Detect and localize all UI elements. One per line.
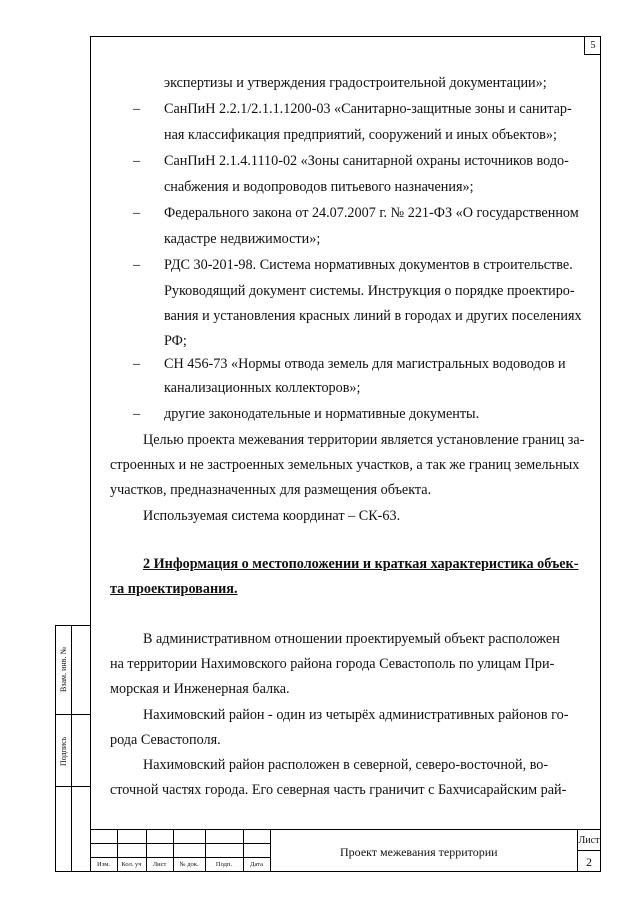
sheet-label: Лист [578,835,600,846]
list-dash: – [133,356,141,372]
text-line: Федерального закона от 24.07.2007 г. № 221-ФЗ «О государственном [164,205,579,221]
text-line: СанПиН 2.2.1/2.1.1.1200-03 «Санитарно-защитные зоны и санитар- [164,101,572,117]
list-dash: – [133,257,141,273]
margin-label-vzam: Взам. инв. № [59,646,68,692]
margin-strip-divider [55,714,90,715]
text-line: другие законодательные и нормативные документы. [164,406,480,422]
text-line: Руководящий документ системы. Инструкция о порядке проектиро- [164,283,575,299]
text-line: сточной частях города. Его северная часть граничит с Бахчисарайским рай- [110,782,567,798]
title-block-label: № док. [179,861,199,868]
text-line: Нахимовский район - один из четырёх административных районов го- [143,707,569,723]
text-line: экспертизы и утверждения градостроительной документации»; [164,75,547,91]
text-line: снабжения и водопроводов питьевого назначения»; [164,179,474,195]
text-line: В административном отношении проектируемый объект расположен [143,631,560,647]
text-line: ная классификация предприятий, сооружений и иных объектов»; [164,127,557,143]
text-line: вания и установления красных линий в городах и других поселениях [164,308,582,324]
document-title: Проект межевания территории [340,845,498,859]
text-line: РФ; [164,333,187,349]
text-line: морская и Инженерная балка. [110,681,290,697]
text-line: участков, предназначенных для размещения объекта. [110,482,432,498]
margin-strip-divider [71,625,72,872]
list-dash: – [133,406,141,422]
title-block-label: Лист [152,861,167,868]
section-heading: 2 Информация о местоположении и краткая характеристика объек- [143,556,579,572]
section-heading: та проектирования. [110,581,238,597]
title-block-label: Подп. [215,861,233,868]
sheet-number: 2 [586,855,592,869]
text-line: СанПиН 2.1.4.1110-02 «Зоны санитарной охраны источников водо- [164,153,569,169]
text-line: Нахимовский район расположен в северной, северо-восточной, во- [143,757,549,773]
text-line: рода Севастополя. [110,732,221,748]
text-line: канализационных коллекторов»; [164,380,361,396]
text-line: СН 456-73 «Нормы отвода земель для магистральных водоводов и [164,356,566,372]
text-line: строенных и не застроенных земельных участков, а так же границ земельных [110,457,580,473]
text-line: на территории Нахимовского района города Севастополь по улицам При- [110,656,555,672]
title-block-label: Изм. [97,861,110,868]
margin-label-podpis: Подпись [59,736,68,766]
title-block-rule [577,850,601,851]
top-page-number: 5 [584,36,601,55]
title-block-label: Кол. уч [121,861,142,868]
text-line: кадастре недвижимости»; [164,231,321,247]
text-line: Целью проекта межевания территории является установление границ за- [143,432,585,448]
text-line: РДС 30-201-98. Система нормативных документов в строительстве. [164,257,573,273]
list-dash: – [133,153,141,169]
title-block-rule [270,829,271,872]
title-block-label: Дата [250,861,263,868]
list-dash: – [133,101,141,117]
margin-strip-divider [55,786,90,787]
list-dash: – [133,205,141,221]
text-line: Используемая система координат – СК-63. [143,508,401,524]
